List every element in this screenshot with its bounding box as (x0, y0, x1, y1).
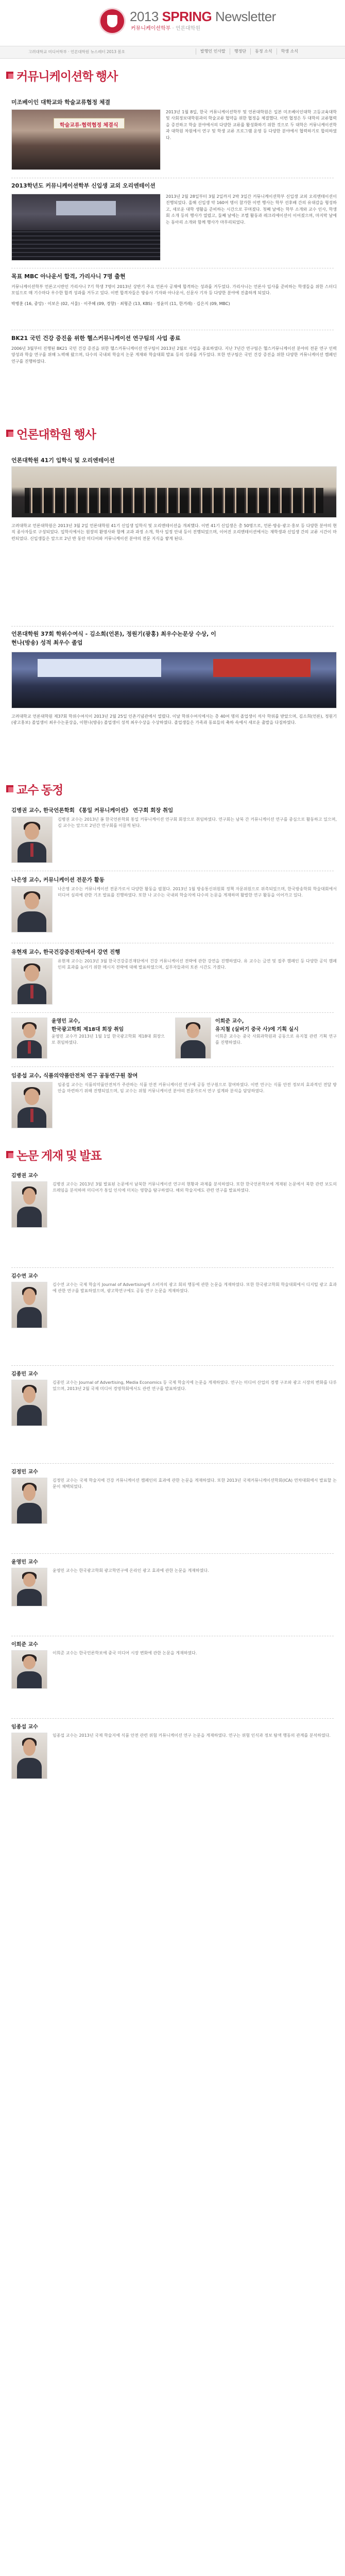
publication-body (53, 1478, 337, 1490)
publication-text: 윤영민 교수는 한국광고학회 광고학연구에 온라인 광고 효과에 관한 논문을 게재하였다. (53, 1568, 209, 1573)
publication-professor: 김수연 교수 (11, 1274, 38, 1279)
publication-name (11, 1641, 166, 1649)
newsletter-header (0, 0, 345, 46)
article-text: 고려대학교 언론대학원 제37회 학위수여식이 2013년 2월 25일 인촌기념관에서 열렸다. 이날 학위수여식에서는 총 40여 명의 졸업생이 석사 학위를 받았으며, 김소희(언론), 정원기(광고홍보) 졸업생이 최우수논문상을, 이현나(방송) 졸업생이 성적 최우수상을 수상하였다. 졸업생들은 가족과 동료들의 축하 속에서 새로운 출발을 다짐하였다. (11, 714, 337, 725)
faculty-kim (11, 806, 337, 817)
menu-item-news[interactable]: 동정 소식 (250, 48, 272, 55)
section-grad-events (0, 422, 345, 448)
audience (12, 230, 160, 260)
faculty-title: 한국광고학회 제18대 회장 취임 (51, 1026, 124, 1032)
article-title: 언론대학원 37회 학위수여식 - 김소희(언론), 정원기(광홍) 최우수논문상 수상, 이현나(방송) 성적 최우수 졸업 (11, 631, 216, 647)
section-publications (0, 1144, 345, 1170)
university-emblem-icon (100, 9, 124, 33)
top-menu (196, 48, 298, 55)
article-text-names: 박병훈 (16, 중앙) · 이보은 (02, 서울) · 이주혜 (09, 경향) · 최형준 (13, KBS) · 정윤미 (11, 한겨레) · 김은지 (09, MBC) (11, 301, 230, 306)
photo-banner: 학술교류·협력협정 체결식 (54, 118, 125, 129)
faculty-name: 이희준 교수, (215, 1019, 244, 1024)
article-body (166, 194, 337, 226)
professor-portrait (11, 1568, 47, 1606)
publication-name (11, 1723, 166, 1732)
faculty-lee (215, 1018, 337, 1046)
professor-portrait (11, 1478, 47, 1524)
publication-body (53, 1282, 337, 1295)
breadcrumb: 고려대학교 미디어학부 · 언론대학원 뉴스레터 2013 봄호 (28, 49, 125, 54)
faculty-title: 유현재 교수, 한국건강증진재단에서 강연 진행 (11, 949, 120, 955)
publication-professor: 김정민 교수 (11, 1469, 38, 1475)
article-garisani (11, 272, 337, 307)
menu-item-staff[interactable]: 행정단 (230, 48, 246, 55)
publication-name (11, 1370, 166, 1379)
graduation-photo (11, 652, 337, 708)
professor-portrait (11, 1650, 47, 1689)
article-title: 미조베이인 대학교와 학술교류협정 체결 (11, 99, 111, 106)
publication-name (11, 1273, 166, 1281)
article-text: 2013년 2월 28일부터 3월 2일까지 2박 3일간 커뮤니케이션학부 신입생 교외 오리엔테이션이 진행되었다. 올해 신입생 약 160여 명이 참가한 이번 행사는 학부 선후배 간의 유대감을 형성하고, 새로운 대학 생활을 준비하는 시간으로 꾸며졌다. 첫째 날에는 학부 소개와 교수 인사, 학생회 소개 등의 행사가 열렸고, 둘째 날에는 조별 활동과 레크리에이션이 이어졌으며, 마지막 날에는 동아리 소개와 함께 행사가 마무리되었다. (166, 194, 337, 225)
article-body (166, 109, 337, 141)
article-bk21 (11, 334, 337, 365)
section-title: 커뮤니케이션학 행사 (16, 70, 118, 83)
divider (11, 1463, 334, 1464)
divider (11, 1012, 334, 1013)
professor-portrait (11, 886, 53, 933)
faculty-yoon (51, 1018, 165, 1046)
menu-item-students[interactable]: 학생 소식 (277, 48, 298, 55)
article-title: 언론대학원 41기 입학식 및 오리엔테이션 (11, 457, 115, 464)
stage (56, 201, 115, 215)
faculty-yoo (11, 948, 337, 959)
faculty-text: 윤영민 교수가 2013년 1월 1일 한국광고학회 제18대 회장으로 취임하였다. (51, 1034, 165, 1045)
section-marker-icon (6, 72, 13, 79)
faculty-title: 임종섭 교수, 식품의약품안전처 연구 공동연구원 참여 (11, 1073, 138, 1079)
publication-name (11, 1558, 166, 1567)
publication-text: 이희준 교수는 한국언론학보에 중국 미디어 시장 변화에 관한 논문을 게재하였다. (53, 1651, 197, 1655)
section-marker-icon (6, 1151, 13, 1158)
divider (11, 1066, 334, 1067)
professor-portrait (11, 958, 53, 1005)
publication-professor: 이희준 교수 (11, 1642, 38, 1648)
faculty-body (58, 958, 337, 971)
article-freshman-orientation (11, 181, 337, 193)
faculty-text: 김병권 교수는 2013년 봄 한국언론학회 통일 커뮤니케이션 연구회 회장으로 취임하였다. 연구회는 남북 간 커뮤니케이션 연구를 중심으로 활동하고 있으며, 김 교수는 앞으로 2년간 연구회를 이끌게 된다. (58, 817, 337, 828)
publication-body (53, 1568, 337, 1574)
article-text: 2013년 1월 8일, 한국 커뮤니케이션학부 및 언론대학원은 일본 미조베이인대학 고등교육대학 및 사회정보대학원과의 학술교류 협약을 위한 협정을 체결했다. 이번 협정은 두 대학의 교류협력을 증진하고 학술 분야에서의 다양한 교류를 활성화하기 위한 것으로 두 대학은 커뮤니케이션학과 대학원 차원에서 연구 및 학생 교류 프로그램 운영 등 다양한 분야에서 협력하기로 합의하였다. (166, 110, 337, 140)
article-body (11, 714, 337, 726)
professor-portrait (175, 1018, 211, 1059)
faculty-body (58, 886, 337, 899)
article-graduation (11, 630, 217, 650)
publication-text: 김종민 교수는 Journal of Advertising, Media Economics 등 국제 학술지에 논문을 게재하였다. 연구는 미디어 산업의 경쟁 구조와 광고 시장의 변화를 다루었으며, 2013년 2월 국제 미디어 경영학회에서도 관련 연구를 발표하였다. (53, 1380, 337, 1392)
article-text: 고려대학교 언론대학원은 2013년 3월 2일 언론대학원 41기 신입생 입학식 및 오리엔테이션을 개최했다. 이번 41기 신입생은 총 50명으로, 언론·방송·광고·홍보 등 다양한 분야의 현직 종사자들로 구성되었다. 입학식에서는 원장의 환영사와 함께 교과 과정 소개, 학사 일정 안내 등이 진행되었으며, 이어진 오리엔테이션에서는 재학생과 신입생 간의 교류 시간이 마련되었다. 신입생들은 앞으로 2년 반 동안 미디어와 커뮤니케이션 분야의 전문 지식을 쌓게 된다. (11, 523, 337, 541)
divider (11, 1365, 334, 1366)
publication-name (11, 1172, 166, 1180)
screen (213, 659, 310, 677)
professor-portrait (11, 1181, 47, 1228)
faculty-name: 윤영민 교수, (51, 1019, 80, 1024)
faculty-na (11, 876, 337, 887)
entrance-photo (11, 466, 337, 518)
section-title: 교수 동정 (16, 783, 63, 796)
screen (38, 659, 161, 677)
faculty-title: 나은영 교수, 커뮤니케이션 전문가 활동 (11, 877, 105, 883)
newsletter-title: 2013 SPRING Newsletter (130, 9, 276, 24)
section-marker-icon (6, 430, 13, 437)
faculty-text: 이희준 교수는 중국 사회과학원과 공동으로 유지철 관련 기획 연구를 진행하였다. (215, 1034, 337, 1045)
publication-text: 김병권 교수는 2013년 3월 발표된 논문에서 남북한 커뮤니케이션 연구의 현황과 과제를 분석하였다. 또한 한국언론학보에 게재된 논문에서 북한 관련 보도의 프레임을 분석하며 미디어가 통일 인식에 미치는 영향을 탐구하였다. 해외 학술지에도 관련 연구를 발표하였다. (53, 1182, 337, 1193)
menu-item-greeting[interactable]: 발행인 인사말 (196, 48, 226, 55)
article-text: 커뮤니케이션학부 언론고시반인 가리사니 7기 학생 7명이 2013년 상반기 주요 언론사 공채에 합격하는 성과를 거두었다. 가리사니는 언론사 입사를 준비하는 학생들을 위한 스터디 모임으로 매 기수마다 우수한 합격 성과를 거두고 있다. 이번 합격자들은 방송사 기자와 아나운서, 신문사 기자 등 다양한 분야에 진출하게 되었다. (11, 284, 337, 296)
agreement-photo (11, 109, 161, 170)
professor-portrait (11, 1380, 47, 1426)
faculty-text: 임종섭 교수는 식품의약품안전처가 주관하는 식품 안전 커뮤니케이션 연구에 공동 연구원으로 참여하였다. 이번 연구는 식품 안전 정보의 효과적인 전달 방안을 마련하기 위해 진행되었으며, 임 교수는 위험 커뮤니케이션 분야의 전문가로서 연구 설계와 분석을 담당하였다. (58, 1082, 337, 1094)
group-people (25, 488, 323, 513)
section-faculty-news (0, 778, 345, 804)
professor-portrait (11, 1282, 47, 1328)
publication-text: 임종섭 교수는 2013년 국제 학술지에 식품 안전 관련 위험 커뮤니케이션 연구 논문을 게재하였다. 연구는 위험 인식과 정보 탐색 행동의 관계를 분석하였다. (53, 1733, 331, 1738)
orientation-photo (11, 194, 161, 261)
publication-name (11, 1468, 166, 1477)
professor-portrait (11, 1018, 47, 1059)
article-body (11, 523, 337, 542)
section-comm-events (0, 64, 345, 90)
newsletter-subtitle: 커뮤니케이션학부 · 언론대학원 (131, 26, 201, 31)
professor-portrait (11, 1082, 53, 1128)
section-marker-icon (6, 785, 13, 792)
faculty-title: 유지철 (실버기 중국 사)에 기획 실시 (215, 1026, 299, 1032)
publication-text: 김수연 교수는 국제 학술지 Journal of Advertising에 소비자의 광고 회피 행동에 관한 논문을 게재하였다. 또한 한국광고학회 학술대회에서 디지털 광고 효과에 관한 연구를 발표하였으며, 광고학연구에도 공동 연구 논문을 게재하였다. (53, 1282, 337, 1294)
publication-professor: 임종섭 교수 (11, 1724, 38, 1730)
publication-professor: 김종민 교수 (11, 1371, 38, 1377)
professor-portrait (11, 817, 53, 863)
divider (11, 1718, 334, 1719)
publication-body (53, 1650, 337, 1656)
top-nav-bar (0, 46, 345, 59)
article-mizobe-agreement (11, 98, 337, 110)
section-title: 논문 게재 및 발표 (16, 1149, 101, 1162)
article-title: BK21 국민 건강 증진을 위한 헬스커뮤니케이션 연구팀의 사업 종료 (11, 335, 181, 342)
faculty-lim (11, 1072, 337, 1082)
publication-body (53, 1181, 337, 1194)
article-title: 목표 MBC 아나운서 합격, 가리사니 7명 출현 (11, 273, 126, 280)
faculty-text: 유현재 교수는 2013년 3월 한국건강증진재단에서 건강 커뮤니케이션 전략에 관한 강연을 진행하였다. 유 교수는 금연 및 절주 캠페인 등 다양한 공익 캠페인의 효과를 높이기 위한 메시지 전략에 대해 발표하였으며, 실무자들과의 토론 시간도 가졌다. (58, 959, 337, 970)
faculty-title: 김병권 교수, 한국언론학회 《통일 커뮤니케이션》 연구회 회장 취임 (11, 807, 174, 814)
publication-professor: 윤영민 교수 (11, 1560, 38, 1565)
faculty-text: 나은영 교수는 커뮤니케이션 전문가로서 다양한 활동을 펼쳤다. 2013년 1월 방송통신위원회 정책 자문위원으로 위촉되었으며, 한국방송학회 학술대회에서 미디어 심리에 관한 기조 발표를 진행하였다. 또한 나 교수는 국내외 학술지에 다수의 논문을 게재하며 활발한 연구 활동을 이어가고 있다. (58, 887, 337, 898)
publication-professor: 김병권 교수 (11, 1173, 38, 1179)
faculty-body (58, 817, 337, 829)
publication-body (53, 1733, 337, 1739)
divider (11, 1267, 334, 1268)
publication-text: 김정민 교수는 국제 학술지에 건강 커뮤니케이션 캠페인의 효과에 관한 논문을 게재하였다. 또한 2013년 국제커뮤니케이션학회(ICA) 연차대회에서 발표할 논문이 채택되었다. (53, 1478, 337, 1489)
section-title: 언론대학원 행사 (16, 428, 96, 441)
divider (11, 1553, 334, 1554)
publication-body (53, 1380, 337, 1393)
article-text: 2006년 3월부터 진행된 BK21 국민 건강 증진을 위한 헬스커뮤니케이션 연구팀이 2013년 2월로 사업을 종료하였다. 지난 7년간 연구팀은 헬스커뮤니케이션 분야의 전문 연구 인력 양성과 학술 연구를 위해 노력해 왔으며, 다수의 국내외 학술지 논문 게재와 학술대회 발표 등의 성과를 거두었다. 또한 연구팀은 국민 건강 증진을 위한 다양한 커뮤니케이션 캠페인 연구를 진행하였다. (11, 346, 337, 364)
article-title: 2013학년도 커뮤니케이션학부 신입생 교외 오리엔테이션 (11, 182, 156, 189)
faculty-body (58, 1082, 337, 1095)
professor-portrait (11, 1733, 47, 1779)
